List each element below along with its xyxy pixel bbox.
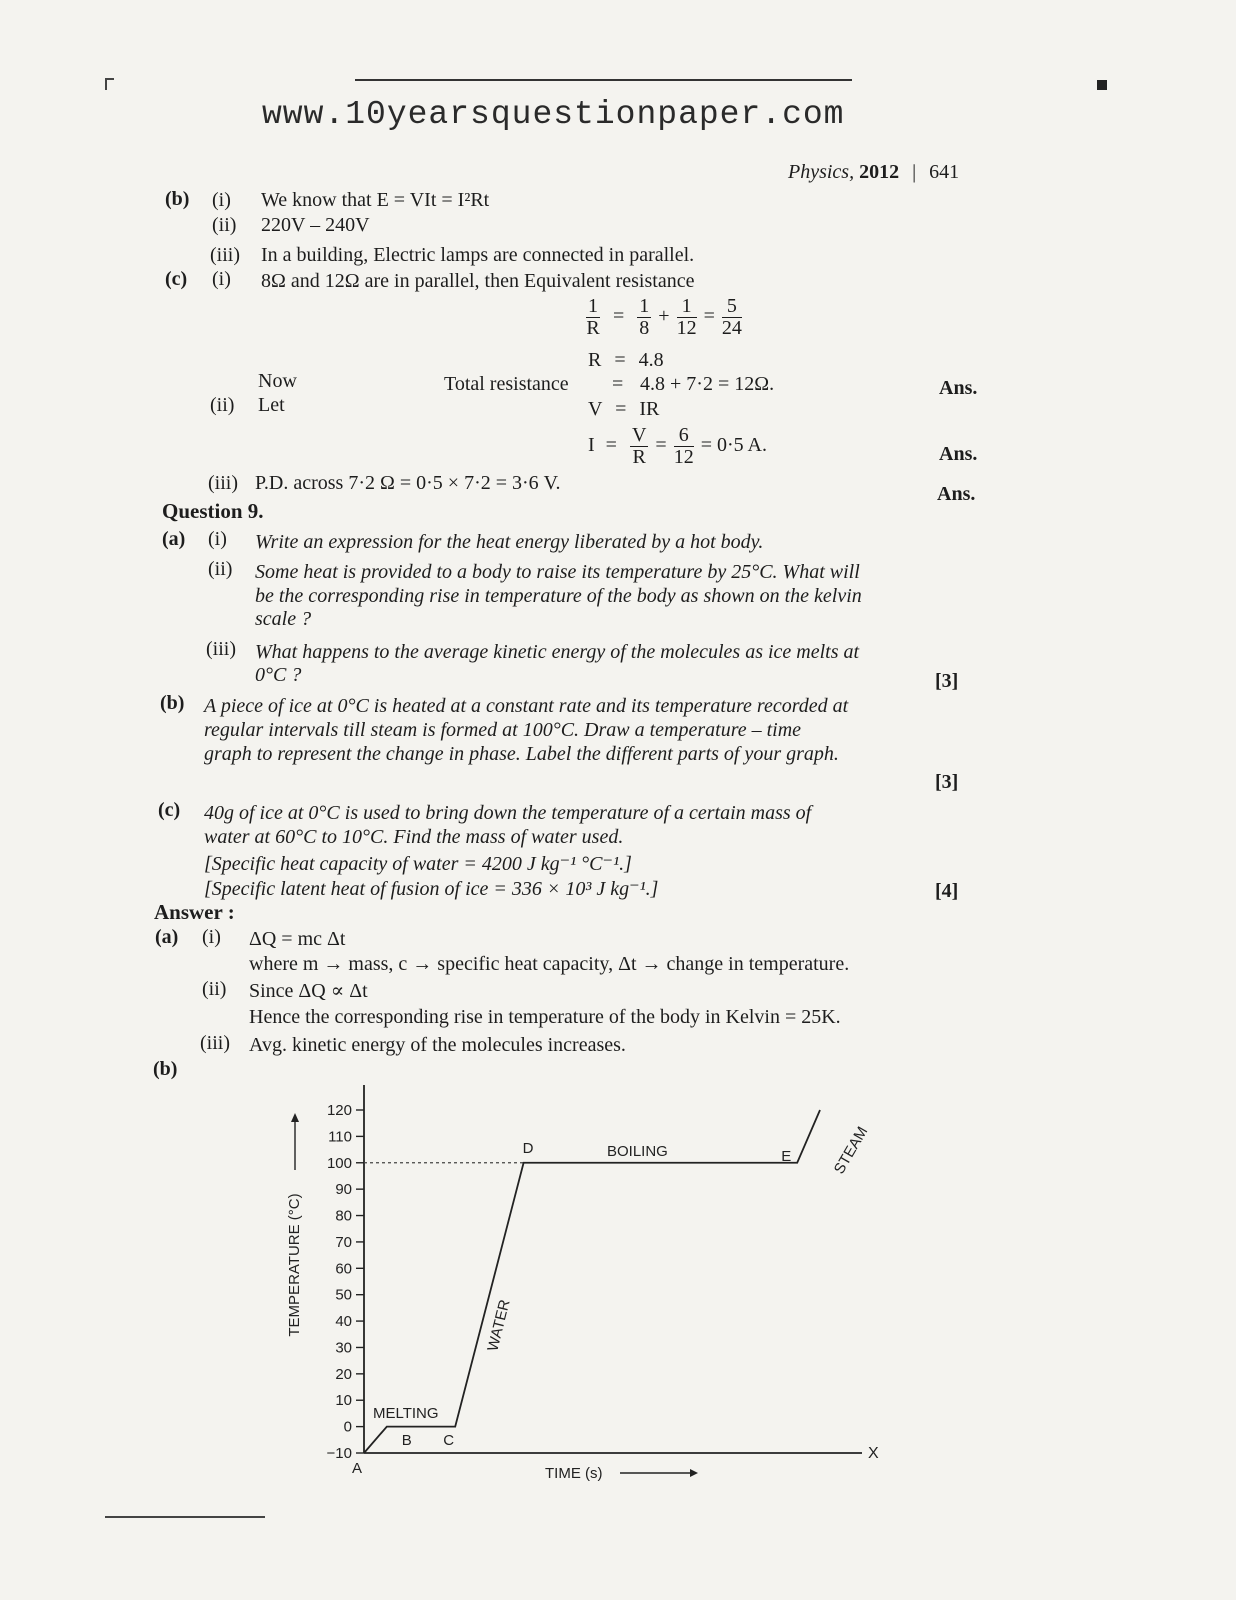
y-tick-label: 100 (326, 1154, 352, 1172)
q-a-ii-label: (ii) (208, 558, 233, 580)
total-resistance-equals: = (612, 373, 624, 395)
ans-b-label: (b) (153, 1058, 178, 1080)
prev-c-ii-label: (ii) (210, 394, 235, 416)
ans-a-label: (a) (155, 926, 179, 948)
q-c-line-2: water at 60°C to 10°C. Find the mass of water used. (204, 826, 624, 848)
q-a-iii-line-2: 0°C ? (255, 664, 302, 686)
let-word: Let (258, 394, 285, 416)
q-a-ii-line-2: be the corresponding rise in temperature of the body as shown on the kelvin (255, 585, 862, 607)
eq2-rhs: 4.8 (638, 349, 664, 371)
eq2-lhs: R (588, 349, 602, 371)
ans-a-iii-label: (iii) (200, 1032, 230, 1054)
eq4-equals-2: = (655, 434, 667, 457)
prev-b-iii-label: (iii) (210, 244, 240, 266)
y-tick-label: 20 (335, 1365, 352, 1383)
prev-c-i-label: (i) (212, 268, 231, 290)
y-tick-label: 0 (343, 1418, 352, 1436)
header-year: 2012 (859, 161, 900, 183)
q-a-i-label: (i) (208, 528, 227, 550)
point-label-e: E (781, 1147, 792, 1165)
header-page-number: 641 (929, 161, 960, 183)
prev-b-i-text: We know that E = VIt = I²Rt (261, 189, 490, 211)
q-b-label: (b) (160, 692, 185, 714)
point-label-a: A (352, 1460, 363, 1477)
ans-marker-2: Ans. (939, 443, 978, 465)
eq1-f2-num: 1 (677, 296, 697, 318)
eq1-f3-num: 5 (722, 296, 742, 318)
header-subject: Physics, (788, 161, 855, 183)
segment-label-water: WATER (484, 1297, 514, 1353)
eq3-lhs: V (588, 398, 603, 420)
y-axis-title: TEMPERATURE (°C) (286, 1193, 303, 1337)
point-label-d: D (522, 1139, 534, 1157)
ans-a-i-label: (i) (202, 926, 221, 948)
eq2-equals: = (614, 349, 626, 371)
header-separator: | (912, 161, 917, 183)
eq4-f2-num: 6 (674, 425, 694, 447)
prev-c-i-text: 8Ω and 12Ω are in parallel, then Equivalent resistance (261, 270, 695, 292)
ans-a-i-where: where m → mass, c → specific heat capacity, Δt → change in temperature. (249, 953, 850, 975)
total-resistance-label: Total resistance (444, 373, 569, 395)
y-ticks (327, 1102, 364, 1462)
q-c-label: (c) (158, 799, 181, 821)
eq1-equals-2: = (703, 305, 715, 328)
prev-c-iii-text: P.D. across 7·2 Ω = 0·5 × 7·2 = 3·6 V. (255, 472, 561, 494)
y-tick-label: 110 (328, 1128, 352, 1146)
y-tick-label: 90 (335, 1181, 352, 1199)
q-a-label: (a) (162, 528, 186, 550)
segment-labels (373, 1124, 871, 1422)
y-tick-label: 70 (335, 1233, 352, 1251)
ans-marker-1: Ans. (939, 377, 978, 399)
eq4-f1-den: R (632, 446, 646, 468)
x-label-arrowhead (690, 1469, 698, 1477)
prev-b-label: (b) (165, 188, 190, 210)
y-tick-label: 50 (335, 1286, 352, 1304)
y-tick-label: 30 (335, 1339, 352, 1357)
q-a-i-text: Write an expression for the heat energy liberated by a hot body. (255, 531, 764, 553)
ans-a-ii-hence: Hence the corresponding rise in temperature of the body in Kelvin = 25K. (249, 1006, 841, 1028)
q-b-marks: [3] (935, 771, 959, 793)
ans-marker-3: Ans. (937, 483, 976, 505)
prev-b-ii-label: (ii) (212, 214, 237, 236)
ans-a-ii-label: (ii) (202, 978, 227, 1000)
point-label-b: B (401, 1432, 412, 1449)
y-tick-label: 40 (335, 1313, 352, 1331)
point-label-c: C (443, 1432, 455, 1449)
q-b-line-1: A piece of ice at 0°C is heated at a constant rate and its temperature recorded at (204, 695, 849, 717)
y-tick-label: 120 (326, 1102, 352, 1119)
q-c-marks: [4] (935, 880, 959, 902)
segment-label-melting: MELTING (373, 1405, 439, 1422)
eq1-equals: = (613, 305, 625, 328)
eq1-lhs-den: R (586, 317, 600, 339)
eq1-f3-den: 24 (721, 317, 742, 339)
graph-axes (286, 1085, 879, 1482)
eq4-f2-den: 12 (673, 446, 694, 468)
q-b-line-2: regular intervals till steam is formed at 100°C. Draw a temperature – time (204, 719, 802, 741)
eq4-lhs: I (588, 434, 595, 457)
eq1-f1-den: 8 (639, 317, 650, 339)
eq4-f1-num: V (631, 424, 647, 446)
x-axis-title: TIME (s) (545, 1465, 603, 1482)
q-b-line-3: graph to represent the change in phase. Label the different parts of your graph. (204, 743, 839, 765)
y-tick-label: −10 (326, 1445, 352, 1462)
site-url: www.10yearsquestionpaper.com (262, 96, 845, 133)
q-c-data-2: [Specific latent heat of fusion of ice = 336 × 10³ J kg⁻¹.] (204, 878, 659, 900)
heating-curve (364, 1110, 820, 1453)
ans-a-iii-text: Avg. kinetic energy of the molecules increases. (249, 1034, 626, 1056)
eq4-tail: = 0·5 A. (700, 434, 767, 457)
y-tick-label: 80 (335, 1207, 352, 1225)
ans-a-ii-since: Since ΔQ ∝ Δt (249, 980, 368, 1002)
q-c-line-1: 40g of ice at 0°C is used to bring down the temperature of a certain mass of (204, 802, 812, 824)
segment-label-boiling: BOILING (607, 1143, 668, 1160)
prev-b-iii-text: In a building, Electric lamps are connected in parallel. (261, 244, 695, 266)
eq1-f1-num: 1 (639, 295, 650, 317)
ans-a-i-formula: ΔQ = mc Δt (249, 928, 346, 950)
total-resistance-value: 4.8 + 7·2 = 12Ω. (640, 373, 775, 395)
q-a-marks: [3] (935, 670, 959, 692)
eq1-lhs-num: 1 (588, 295, 598, 317)
eq1-plus: + (658, 305, 670, 328)
q-a-ii-line-3: scale ? (255, 608, 312, 630)
segment-label-steam: STEAM (830, 1123, 872, 1177)
x-axis-end-label: X (868, 1445, 879, 1462)
q-a-iii-label: (iii) (206, 638, 236, 660)
prev-b-ii-text: 220V – 240V (261, 214, 370, 236)
answer-title: Answer : (154, 900, 235, 924)
eq3-equals: = (615, 398, 627, 420)
y-tick-label: 60 (335, 1260, 352, 1278)
prev-c-label: (c) (165, 268, 188, 290)
eq3-rhs: IR (639, 398, 660, 420)
prev-c-iii-label: (iii) (208, 472, 238, 494)
prev-b-i-label: (i) (212, 189, 231, 211)
now-word: Now (258, 370, 297, 392)
q-c-data-1: [Specific heat capacity of water = 4200 J kg⁻¹ °C⁻¹.] (204, 853, 632, 875)
eq4-equals: = (605, 434, 617, 457)
y-tick-label: 10 (335, 1392, 352, 1410)
y-label-arrowhead (291, 1113, 299, 1122)
q-a-ii-line-1: Some heat is provided to a body to raise its temperature by 25°C. What will (255, 561, 860, 583)
q-a-iii-line-1: What happens to the average kinetic energy of the molecules as ice melts at (255, 641, 860, 663)
eq1-f2-den: 12 (676, 317, 697, 339)
question-title: Question 9. (162, 499, 264, 523)
